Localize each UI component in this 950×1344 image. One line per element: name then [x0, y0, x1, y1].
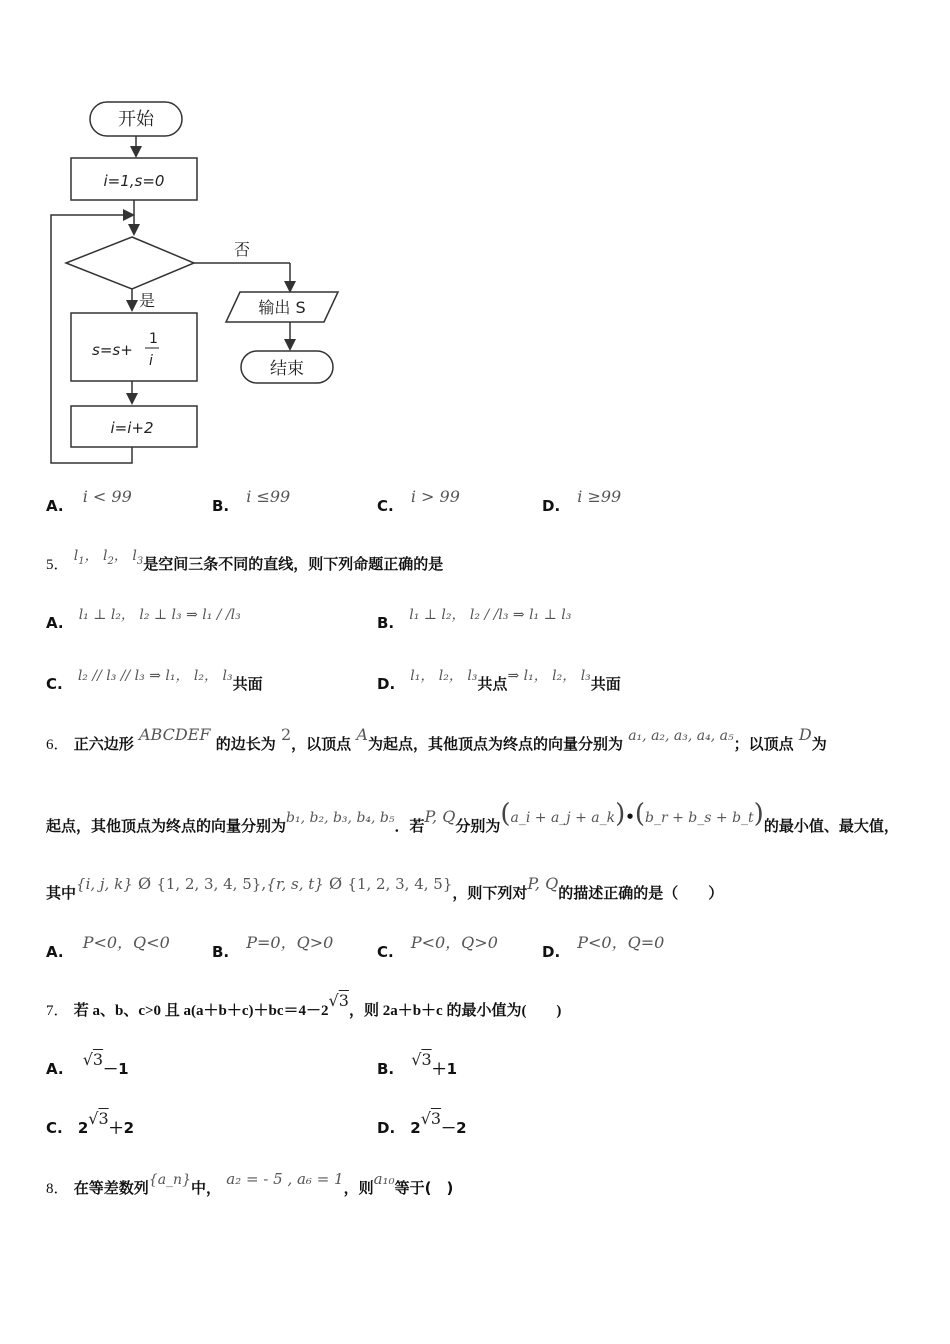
q6-line-3: 其中{i, j, k} Ø {1, 2, 3, 4, 5},{r, s, t} Ø {1, 2, 3, 4, 5}，则下列对P, Q的描述正确的是（ ） — [46, 874, 724, 902]
q6-line-1 — [46, 725, 827, 754]
q6-set-1-5-b: 1, 2, 3, 4, 5 — [356, 875, 443, 893]
no-label: 否 — [234, 240, 251, 259]
option-label: A. — [46, 1060, 64, 1078]
option-expr: l₁ ⊥ l₂， l₂ ⊥ l₃ ⇒ l₁ / /l₃ — [78, 607, 241, 623]
option-pre: 2 — [410, 1119, 421, 1137]
q6-text: ；以顶点 — [733, 735, 794, 753]
q6-set-rst: r, s, t — [275, 875, 315, 893]
option-expr: P<0，Q=0 — [577, 933, 665, 952]
option-expr: l₁， l₂， l₃ — [410, 668, 478, 684]
option-expr-2: ⇒ l₁， l₂， l₃ — [507, 668, 591, 684]
q8-text: 等于( ) — [394, 1179, 454, 1197]
q4-option-c[interactable] — [377, 487, 460, 515]
q8-text: 中， — [190, 1179, 221, 1197]
sum-frac-den: i — [149, 353, 153, 369]
sum-frac-num: 1 — [149, 331, 158, 347]
q8-stem: 8． 在等差数列{a_n}中， a₂ = - 5 , a₆ = 1，则a₁₀等于( ) — [46, 1170, 454, 1197]
q5-option-a[interactable] — [46, 607, 241, 633]
q7-stem-1: 若 a、b、c>0 且 a(a＋b＋c)＋bc＝4－2 — [73, 1003, 329, 1019]
q5-option-b[interactable] — [377, 607, 572, 633]
option-expr: P=0，Q>0 — [246, 933, 334, 952]
q6-text: 分别为 — [455, 817, 501, 835]
q8-text: 在等差数列 — [73, 1179, 149, 1197]
option-label: D. — [377, 1119, 396, 1137]
question-number: 7． — [46, 1003, 69, 1019]
q6-option-d[interactable] — [542, 933, 665, 962]
q6-subset-2: Ø — [329, 874, 343, 893]
q6-text: 为起点，其他顶点为终点的向量分别为 — [367, 735, 623, 753]
q6-prod-b: b_r + b_s + b_t — [645, 810, 754, 826]
q6-text: ，则下列对 — [452, 884, 528, 902]
start-label: 开始 — [118, 109, 154, 130]
q6-bvec: b₁, b₂, b₃, b₄, b₅ — [286, 810, 395, 826]
question-number: 8． — [46, 1181, 69, 1197]
q7-option-c[interactable]: C. 2√3＋2 — [46, 1109, 135, 1137]
q6-pq: P, Q — [424, 807, 456, 826]
q6-option-a[interactable] — [46, 933, 170, 962]
q6-subset-1: Ø — [137, 874, 152, 893]
option-tail: ＋2 — [108, 1119, 135, 1137]
option-label: B. — [212, 497, 230, 515]
q7-option-b[interactable]: B. √3＋1 — [377, 1050, 458, 1078]
q6-dot: • — [625, 808, 635, 826]
q6-option-b[interactable] — [212, 933, 334, 962]
q5-option-c[interactable] — [46, 668, 263, 694]
option-pre: 2 — [77, 1119, 89, 1137]
option-expr: i > 99 — [410, 487, 460, 506]
sqrt-3: √3 — [328, 991, 349, 1010]
option-label: C. — [377, 943, 394, 961]
q4-option-d[interactable] — [542, 487, 622, 515]
q6-text: ．若 — [394, 817, 425, 835]
decision-node — [66, 237, 194, 289]
q8-text: ，则 — [343, 1179, 374, 1197]
sum-node — [71, 313, 197, 381]
q5-stem-text: 是空间三条不同的直线，则下列命题正确的是 — [143, 555, 444, 573]
option-mid: 共点 — [477, 675, 508, 693]
end-label: 结束 — [270, 359, 304, 379]
option-expr: i ≥99 — [577, 487, 622, 506]
option-expr: l₁ ⊥ l₂， l₂ / /l₃ ⇒ l₁ ⊥ l₃ — [409, 607, 572, 623]
flowchart — [44, 95, 344, 470]
option-label: B. — [377, 614, 395, 632]
init-label: i=1,s=0 — [103, 172, 165, 190]
q8-a10: a₁₀ — [373, 1170, 395, 1188]
q6-text: 其中 — [46, 884, 77, 902]
output-label: 输出 S — [258, 298, 306, 317]
question-number: 5． — [46, 557, 69, 573]
q6-avec: a₁, a₂, a₃, a₄, a₅ — [628, 728, 734, 744]
q6-text: 的描述正确的是（ ） — [558, 884, 724, 902]
q7-option-a[interactable]: A. √3－1 — [46, 1050, 129, 1078]
q8-cond: a₂ = - 5 , a₆ = 1 — [226, 1170, 344, 1188]
option-tail: 共面 — [590, 675, 621, 693]
q6-point-a: A — [356, 725, 368, 744]
option-label: B. — [212, 943, 230, 961]
option-label: B. — [377, 1060, 395, 1078]
q7-stem — [46, 991, 562, 1020]
q7-stem-2: ，则 2a＋b＋c 的最小值为( ) — [348, 1003, 562, 1019]
q6-text: 正六边形 — [73, 735, 134, 753]
q4-option-a[interactable] — [46, 487, 132, 515]
option-tail: －2 — [441, 1119, 467, 1137]
q7-option-d[interactable]: D. 2√3－2 — [377, 1109, 467, 1137]
option-label: A. — [46, 614, 64, 632]
option-label: D. — [542, 943, 561, 961]
option-label: C. — [46, 1119, 63, 1137]
q5-stem: 5． $l_1$， $l_2$， $l_3$是空间三条不同的直线，则下列命题正确的是 — [46, 548, 444, 573]
q6-prod-a: a_i + a_j + a_k — [510, 810, 616, 826]
q6-option-c[interactable] — [377, 933, 498, 962]
sum-lhs: s=s+ — [92, 341, 133, 359]
option-label: C. — [377, 497, 394, 515]
incr-label: i=i+2 — [110, 419, 154, 437]
option-expr: i ≤99 — [246, 487, 291, 506]
q6-pq-2: P, Q — [527, 874, 559, 893]
q8-seq: a_n — [157, 1172, 183, 1188]
option-expr: P<0，Q>0 — [410, 933, 498, 952]
q6-text: 为 — [811, 735, 827, 753]
q6-point-d: D — [798, 725, 812, 744]
q6-text: 的最小值、最大值， — [763, 817, 899, 835]
q4-option-b[interactable] — [212, 487, 291, 515]
question-number: 6． — [46, 737, 69, 753]
option-label: C. — [46, 675, 63, 693]
q6-set-ijk: i, j, k — [85, 875, 124, 893]
option-label: A. — [46, 943, 64, 961]
option-label: D. — [542, 497, 561, 515]
option-tail: ＋1 — [431, 1060, 458, 1078]
option-tail: 共面 — [232, 675, 263, 693]
option-label: D. — [377, 675, 396, 693]
q6-two: 2 — [280, 725, 292, 744]
q5-option-d[interactable] — [377, 668, 621, 694]
yes-label: 是 — [139, 291, 156, 310]
q6-text: ，以顶点 — [291, 735, 352, 753]
option-expr: i < 99 — [82, 487, 132, 506]
option-tail: －1 — [103, 1060, 129, 1078]
q6-line-2: 起点，其他顶点为终点的向量分别为b₁, b₂, b₃, b₄, b₅．若P, Q分别为(a_i + a_j + a_k)•(b_r + b_s + b_t)的最小值、最大值， — [46, 799, 899, 835]
option-expr: P<0，Q<0 — [82, 933, 170, 952]
q6-hex: ABCDEF — [139, 725, 211, 744]
q6-set-1-5: 1, 2, 3, 4, 5 — [165, 875, 252, 893]
option-expr: l₂ // l₃ // l₃ ⇒ l₁， l₂， l₃ — [77, 668, 233, 684]
q6-text: 的边长为 — [215, 735, 276, 753]
q6-text: 起点，其他顶点为终点的向量分别为 — [46, 817, 287, 835]
option-label: A. — [46, 497, 64, 515]
